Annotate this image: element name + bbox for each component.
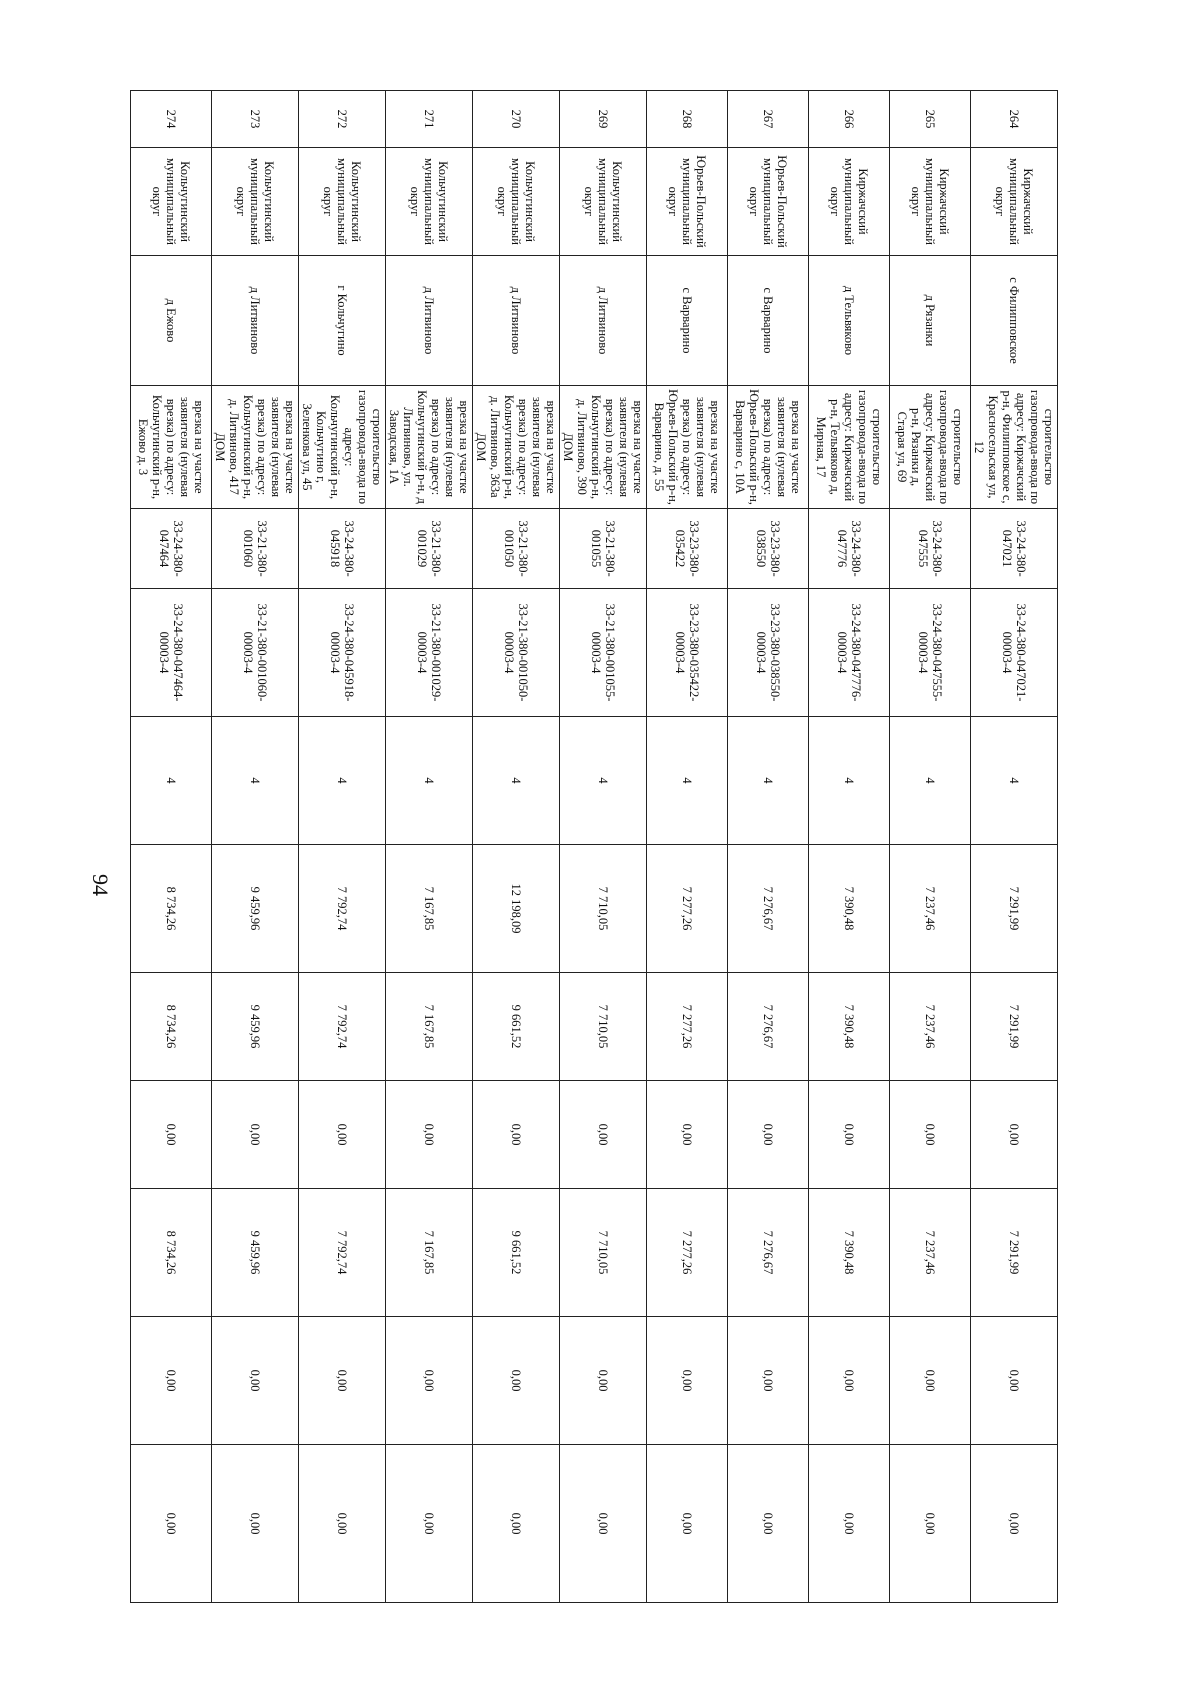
locality-cell: д Литвиново — [212, 256, 299, 386]
value-cell-5: 0,00 — [971, 1317, 1058, 1445]
row-number: 266 — [809, 91, 890, 148]
object-description-cell: врезка на участке заявителя (нулевая врезка) по адресу: Кольчугинский р-н, Ежово д. 3 — [131, 386, 212, 509]
row-number: 269 — [560, 91, 647, 148]
value-cell-1: 7 792,74 — [299, 845, 386, 973]
row-number: 267 — [728, 91, 809, 148]
value-cell-3: 0,00 — [647, 1081, 728, 1189]
application-number-cell: 33-24-380-047776-00003-4 — [809, 589, 890, 717]
value-cell-4: 9 459,96 — [212, 1189, 299, 1317]
application-number-cell: 33-23-380-038550-00003-4 — [728, 589, 809, 717]
locality-cell: с Варварино — [728, 256, 809, 386]
object-description-cell: врезка на участке заявителя (нулевая врезка) по адресу: Кольчугинский р-н, д. Литвиново, 363а ДОМ — [473, 386, 560, 509]
value-cell-2: 7 792,74 — [299, 973, 386, 1081]
value-cell-3: 0,00 — [971, 1081, 1058, 1189]
district-cell: Кольчугинский муниципальный округ — [299, 148, 386, 256]
district-cell: Кольчугинский муниципальный округ — [473, 148, 560, 256]
table-row — [890, 91, 971, 1603]
object-description-cell: врезка на участке заявителя (нулевая врезка) по адресу: Кольчугинский р-н, д. Литвиново, 417 ДОМ — [212, 386, 299, 509]
value-cell-3: 0,00 — [299, 1081, 386, 1189]
cadastral-number-cell: 33-21-380-001055 — [560, 509, 647, 589]
locality-cell: д Рязанки — [890, 256, 971, 386]
object-description-cell: строительство газопровода-ввода по адресу: Кольчугинский р-н, Кольчугино г, Зеленкова ул, 45 — [299, 386, 386, 509]
landscape-page — [136, 90, 1058, 1535]
value-cell-6: 0,00 — [212, 1445, 299, 1603]
cadastral-number-cell: 33-24-380-047021 — [971, 509, 1058, 589]
application-number-cell: 33-21-380-001029-00003-4 — [386, 589, 473, 717]
cadastral-number-cell: 33-21-380-001029 — [386, 509, 473, 589]
category-cell: 4 — [890, 717, 971, 845]
table-row — [560, 91, 647, 1603]
value-cell-5: 0,00 — [647, 1317, 728, 1445]
value-cell-6: 0,00 — [728, 1445, 809, 1603]
district-cell: Киржачский муниципальный округ — [890, 148, 971, 256]
district-cell: Киржачский муниципальный округ — [809, 148, 890, 256]
value-cell-3: 0,00 — [560, 1081, 647, 1189]
cadastral-number-cell: 33-24-380-047555 — [890, 509, 971, 589]
value-cell-5: 0,00 — [212, 1317, 299, 1445]
value-cell-1: 7 291,99 — [971, 845, 1058, 973]
category-cell: 4 — [809, 717, 890, 845]
application-number-cell: 33-21-380-001050-00003-4 — [473, 589, 560, 717]
value-cell-6: 0,00 — [386, 1445, 473, 1603]
value-cell-4: 7 237,46 — [890, 1189, 971, 1317]
value-cell-4: 7 710,05 — [560, 1189, 647, 1317]
value-cell-5: 0,00 — [890, 1317, 971, 1445]
row-number: 264 — [971, 91, 1058, 148]
application-number-cell: 33-24-380-047555-00003-4 — [890, 589, 971, 717]
value-cell-6: 0,00 — [299, 1445, 386, 1603]
value-cell-4: 9 661,52 — [473, 1189, 560, 1317]
value-cell-2: 7 167,85 — [386, 973, 473, 1081]
cadastral-number-cell: 33-23-380-038550 — [728, 509, 809, 589]
value-cell-2: 7 276,67 — [728, 973, 809, 1081]
value-cell-1: 7 237,46 — [890, 845, 971, 973]
value-cell-3: 0,00 — [131, 1081, 212, 1189]
table-row — [809, 91, 890, 1603]
value-cell-1: 12 198,09 — [473, 845, 560, 973]
object-description-cell: врезка на участке заявителя (нулевая врезка) по адресу: Юрьев-Польский р-н, Варварино с, 10А — [728, 386, 809, 509]
value-cell-5: 0,00 — [386, 1317, 473, 1445]
row-number: 268 — [647, 91, 728, 148]
value-cell-4: 7 276,67 — [728, 1189, 809, 1317]
cadastral-number-cell: 33-21-380-001060 — [212, 509, 299, 589]
category-cell: 4 — [971, 717, 1058, 845]
object-description-cell: врезка на участке заявителя (нулевая врезка) по адресу: Кольчугинский р-н, д Литвиново, ул. Заводская, 1А — [386, 386, 473, 509]
district-cell: Кольчугинский муниципальный округ — [131, 148, 212, 256]
value-cell-2: 7 277,26 — [647, 973, 728, 1081]
row-number: 265 — [890, 91, 971, 148]
table-row — [386, 91, 473, 1603]
value-cell-6: 0,00 — [890, 1445, 971, 1603]
value-cell-4: 7 291,99 — [971, 1189, 1058, 1317]
category-cell: 4 — [131, 717, 212, 845]
page-number: 94 — [88, 874, 113, 896]
table-row — [647, 91, 728, 1603]
value-cell-6: 0,00 — [809, 1445, 890, 1603]
object-description-cell: строительство газопровода-ввода по адресу: Киржачский р-н, Тельвяково д, Мирная, 17 — [809, 386, 890, 509]
category-cell: 4 — [647, 717, 728, 845]
value-cell-2: 9 661,52 — [473, 973, 560, 1081]
application-number-cell: 33-24-380-047021-00003-4 — [971, 589, 1058, 717]
locality-cell: с Филипповское — [971, 256, 1058, 386]
district-cell: Юрьев-Польский муниципальный округ — [728, 148, 809, 256]
value-cell-4: 8 734,26 — [131, 1189, 212, 1317]
table-row — [728, 91, 809, 1603]
value-cell-5: 0,00 — [299, 1317, 386, 1445]
table-row — [473, 91, 560, 1603]
application-number-cell: 33-21-380-001055-00003-4 — [560, 589, 647, 717]
value-cell-1: 7 276,67 — [728, 845, 809, 973]
table-row — [971, 91, 1058, 1603]
value-cell-1: 8 734,26 — [131, 845, 212, 973]
row-number: 270 — [473, 91, 560, 148]
application-number-cell: 33-24-380-047464-00003-4 — [131, 589, 212, 717]
value-cell-5: 0,00 — [728, 1317, 809, 1445]
locality-cell: д Литвиново — [473, 256, 560, 386]
application-number-cell: 33-23-380-035422-00003-4 — [647, 589, 728, 717]
object-description-cell: строительство газопровода-ввода по адресу: Киржачский р-н, Филипповское с, Красносельская ул, 12 — [971, 386, 1058, 509]
object-description-cell: строительство газопровода-ввода по адресу: Киржачский р-н, Рязанки д, Старая ул, 69 — [890, 386, 971, 509]
district-cell: Юрьев-Польский муниципальный округ — [647, 148, 728, 256]
value-cell-3: 0,00 — [473, 1081, 560, 1189]
value-cell-3: 0,00 — [212, 1081, 299, 1189]
value-cell-6: 0,00 — [647, 1445, 728, 1603]
value-cell-2: 7 710,05 — [560, 973, 647, 1081]
value-cell-2: 9 459,96 — [212, 973, 299, 1081]
object-description-cell: врезка на участке заявителя (нулевая врезка) по адресу: Юрьев-Польский р-н, Варварино, д. 55 — [647, 386, 728, 509]
row-number: 271 — [386, 91, 473, 148]
application-number-cell: 33-24-380-045918-00003-4 — [299, 589, 386, 717]
district-cell: Кольчугинский муниципальный округ — [212, 148, 299, 256]
row-number: 274 — [131, 91, 212, 148]
category-cell: 4 — [299, 717, 386, 845]
value-cell-1: 7 390,48 — [809, 845, 890, 973]
value-cell-4: 7 390,48 — [809, 1189, 890, 1317]
value-cell-5: 0,00 — [809, 1317, 890, 1445]
locality-cell: д Ежово — [131, 256, 212, 386]
cadastral-number-cell: 33-24-380-047776 — [809, 509, 890, 589]
value-cell-3: 0,00 — [809, 1081, 890, 1189]
value-cell-6: 0,00 — [131, 1445, 212, 1603]
locality-cell: г Кольчугино — [299, 256, 386, 386]
row-number: 273 — [212, 91, 299, 148]
value-cell-1: 7 277,26 — [647, 845, 728, 973]
district-cell: Кольчугинский муниципальный округ — [386, 148, 473, 256]
cadastral-number-cell: 33-23-380-035422 — [647, 509, 728, 589]
table-row — [299, 91, 386, 1603]
value-cell-4: 7 167,85 — [386, 1189, 473, 1317]
value-cell-1: 7 167,85 — [386, 845, 473, 973]
cadastral-number-cell: 33-24-380-045918 — [299, 509, 386, 589]
value-cell-3: 0,00 — [728, 1081, 809, 1189]
district-cell: Кольчугинский муниципальный округ — [560, 148, 647, 256]
value-cell-5: 0,00 — [131, 1317, 212, 1445]
value-cell-1: 7 710,05 — [560, 845, 647, 973]
cadastral-number-cell: 33-24-380-047464 — [131, 509, 212, 589]
table-body — [131, 91, 1058, 1603]
locality-cell: с Варварино — [647, 256, 728, 386]
value-cell-2: 7 390,48 — [809, 973, 890, 1081]
value-cell-4: 7 792,74 — [299, 1189, 386, 1317]
table-row — [212, 91, 299, 1603]
locality-cell: д Литвиново — [560, 256, 647, 386]
value-cell-4: 7 277,26 — [647, 1189, 728, 1317]
cadastral-number-cell: 33-21-380-001050 — [473, 509, 560, 589]
value-cell-5: 0,00 — [473, 1317, 560, 1445]
value-cell-2: 7 237,46 — [890, 973, 971, 1081]
category-cell: 4 — [386, 717, 473, 845]
category-cell: 4 — [560, 717, 647, 845]
category-cell: 4 — [728, 717, 809, 845]
value-cell-3: 0,00 — [386, 1081, 473, 1189]
data-table — [130, 90, 1058, 1603]
value-cell-6: 0,00 — [560, 1445, 647, 1603]
row-number: 272 — [299, 91, 386, 148]
value-cell-3: 0,00 — [890, 1081, 971, 1189]
object-description-cell: врезка на участке заявителя (нулевая врезка) по адресу: Кольчугинский р-н, д. Литвиново, 390 ДОМ — [560, 386, 647, 509]
value-cell-6: 0,00 — [473, 1445, 560, 1603]
value-cell-2: 8 734,26 — [131, 973, 212, 1081]
application-number-cell: 33-21-380-001060-00003-4 — [212, 589, 299, 717]
district-cell: Киржачский муниципальный округ — [971, 148, 1058, 256]
table-row — [131, 91, 212, 1603]
value-cell-2: 7 291,99 — [971, 973, 1058, 1081]
value-cell-5: 0,00 — [560, 1317, 647, 1445]
locality-cell: д Тельвяково — [809, 256, 890, 386]
value-cell-6: 0,00 — [971, 1445, 1058, 1603]
category-cell: 4 — [473, 717, 560, 845]
locality-cell: д Литвиново — [386, 256, 473, 386]
category-cell: 4 — [212, 717, 299, 845]
value-cell-1: 9 459,96 — [212, 845, 299, 973]
